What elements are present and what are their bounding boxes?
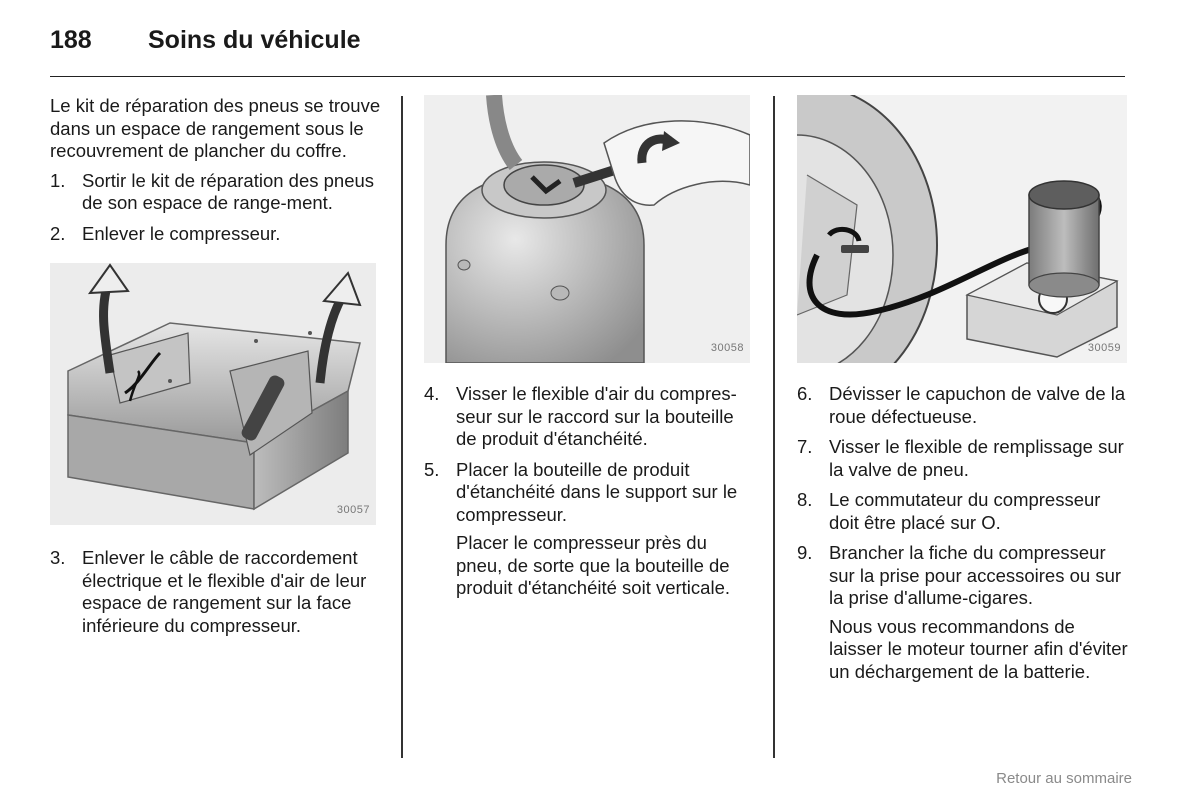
step-5 xyxy=(424,459,754,600)
step-number: 8. xyxy=(797,489,813,510)
figure-sealant-bottle xyxy=(424,95,750,363)
step-text: Enlever le câble de raccordement électrique et le flexible d'air de leur espace de rangement sur la face inférieure du compresseur. xyxy=(82,547,367,636)
page-title: Soins du véhicule xyxy=(148,26,361,54)
column-3 xyxy=(797,95,1129,691)
back-to-contents-link[interactable]: Retour au sommaire xyxy=(996,770,1132,787)
step-1 xyxy=(50,170,382,215)
page-number: 188 xyxy=(50,26,92,54)
step-6 xyxy=(797,383,1129,428)
step-text: Sortir le kit de réparation des pneus de son espace de range-ment. xyxy=(82,169,375,213)
step-text: Dévisser le capuchon de valve de la roue défectueuse. xyxy=(829,383,1126,427)
sealant-bottle-illustration xyxy=(424,95,750,363)
step-2 xyxy=(50,223,382,246)
column-2 xyxy=(424,95,754,608)
step-number: 2. xyxy=(50,222,66,244)
step-text: Enlever le compresseur. xyxy=(82,222,281,244)
valve-connection-illustration xyxy=(797,95,1127,363)
column-divider xyxy=(773,96,775,758)
page-header xyxy=(50,24,1125,77)
step-note: Placer le compresseur près du pneu, de sorte que la bouteille de produit d'étanchéité soit verticale. xyxy=(456,532,730,598)
step-3 xyxy=(50,547,382,637)
step-8 xyxy=(797,489,1129,534)
figure-code: 30059 xyxy=(1087,341,1121,354)
step-number: 9. xyxy=(797,542,813,563)
step-text: Placer la bouteille de produit d'étanchéité dans le support sur le compresseur. xyxy=(456,458,738,525)
step-text: Le commutateur du compresseur doit être placé sur O. xyxy=(829,489,1101,533)
step-text: Visser le flexible d'air du compres-seur sur le raccord sur la bouteille de produit d'étanchéité. xyxy=(456,383,737,449)
figure-code: 30057 xyxy=(336,503,370,516)
step-text: Visser le flexible de remplissage sur la valve de pneu. xyxy=(829,436,1124,480)
column-1 xyxy=(50,95,382,645)
step-number: 6. xyxy=(797,383,813,404)
step-9 xyxy=(797,542,1129,683)
figure-compressor-storage xyxy=(50,263,376,525)
column-divider xyxy=(401,96,403,758)
intro-paragraph: Le kit de réparation des pneus se trouve dans un espace de rangement sous le recouvrement de plancher du coffre. xyxy=(50,95,381,161)
step-number: 1. xyxy=(50,169,66,191)
figure-valve-connection xyxy=(797,95,1127,363)
step-number: 7. xyxy=(797,436,813,457)
step-number: 4. xyxy=(424,383,440,404)
step-7 xyxy=(797,436,1129,481)
compressor-storage-illustration xyxy=(50,263,376,525)
step-4 xyxy=(424,383,754,451)
step-text: Brancher la fiche du compresseur sur la prise pour accessoires ou sur la prise d'allume-cigares. xyxy=(829,542,1122,608)
figure-code: 30058 xyxy=(710,341,744,354)
step-number: 5. xyxy=(424,458,440,480)
step-note: Nous vous recommandons de laisser le moteur tourner afin d'éviter un déchargement de la batterie. xyxy=(829,615,1128,682)
step-number: 3. xyxy=(50,547,66,568)
